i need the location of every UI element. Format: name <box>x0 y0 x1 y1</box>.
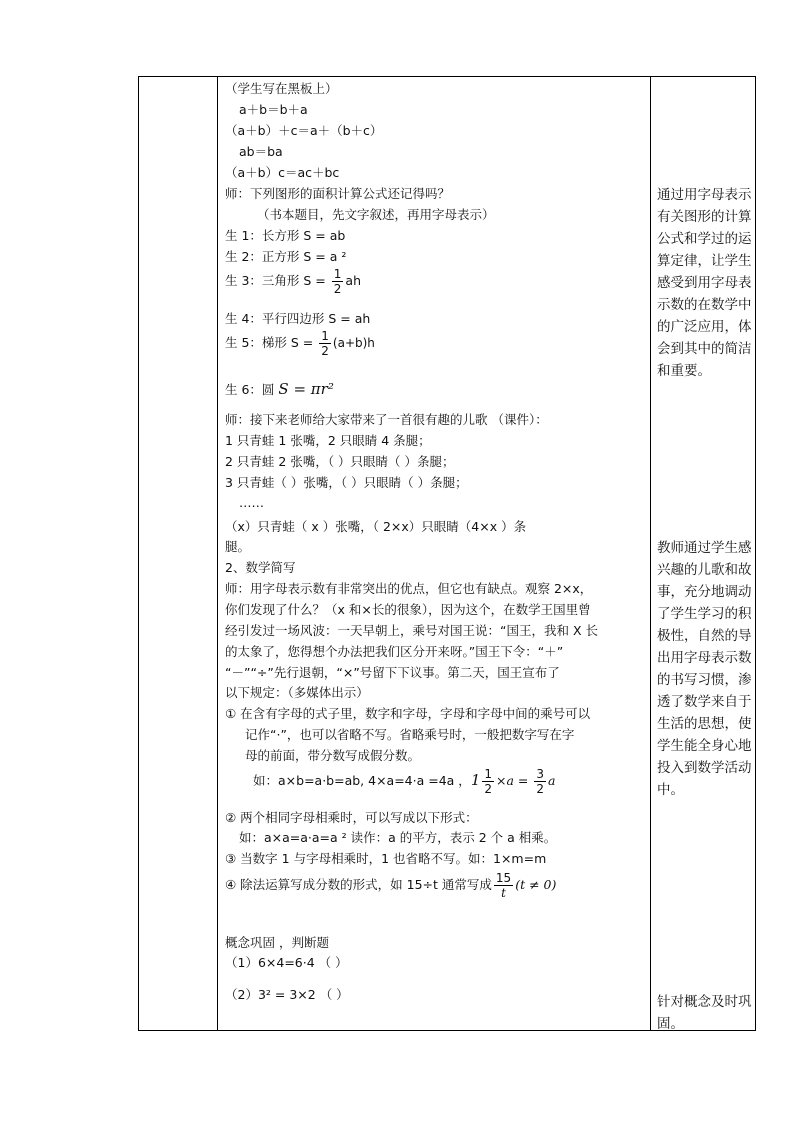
lesson-table <box>138 76 756 1031</box>
rule-1: 母的前面，带分数写成假分数。 <box>245 748 421 763</box>
formula-line: （a＋b）＋c＝a＋（b＋c） <box>225 123 383 138</box>
text-line: “－”“÷”先行退朝，“×”号留下下议事。第二天，国王宣布了 <box>225 665 560 680</box>
rule-2: ② 两个相同字母相乘时，可以写成以下形式： <box>225 810 478 825</box>
text: ×a = <box>496 773 533 788</box>
text: ah <box>345 273 361 288</box>
fraction-den: 2 <box>484 782 492 796</box>
text-line: 你们发现了什么？（x 和×长的很象），因为这个，在数学王国里曾 <box>225 602 591 617</box>
text: ④ 除法运算写成分数的形式，如 15÷t 通常写成 <box>225 877 492 892</box>
intent-note: 通过用字母表示有关图形的计算公式和学过的运算定律，让学生感受到用字母表示数的在数学中的广泛应用，体会到其中的简洁和重要。 <box>657 187 752 379</box>
text: 生 6：圆 <box>225 382 279 397</box>
fraction-den: t <box>501 886 506 900</box>
intent-note: 针对概念及时巩固。 <box>657 994 752 1032</box>
fraction-num: 3 <box>536 767 544 781</box>
rule-2-example: 如：a×a=a·a=a ² 读作：a 的平方，表示 2 个 a 相乘。 <box>239 830 557 845</box>
exercise-heading: 概念巩固 ，判断题 <box>225 935 329 950</box>
fraction <box>534 767 546 796</box>
text: 生 3：三角形 S = <box>225 273 330 288</box>
formula-line: a＋b＝b＋a <box>239 102 308 117</box>
circle-formula <box>225 380 334 399</box>
text-line: 生 1：长方形 S = ab <box>225 228 346 243</box>
exercise-item: （2）3² = 3×2 （ ） <box>225 987 349 1002</box>
triangle-formula <box>225 267 361 296</box>
text-line: 经引发过一场风波：一天早朝上，乘号对国王说：“国王，我和 X 长 <box>225 623 598 638</box>
text-line: 生 2：正方形 S = a ² <box>225 249 347 264</box>
rule-1: ① 在含有字母的式子里，数字和字母，字母和字母中间的乘号可以 <box>225 706 591 721</box>
rule-3: ③ 当数字 1 与字母相乘时，1 也省略不写。如：1×m=m <box>225 851 547 866</box>
fraction-num: 1 <box>333 267 342 281</box>
fraction-den: 2 <box>321 344 329 358</box>
fraction-den: 2 <box>333 282 342 296</box>
trapezoid-formula <box>225 329 375 358</box>
text: 如：a×b=a·b=ab, 4×a=4·a =4a ， <box>253 773 471 788</box>
text-line: 师：用字母表示数有非常突出的优点，但它也有缺点。观察 2×x， <box>225 581 593 596</box>
text-line: 2 只青蛙 2 张嘴，（ ）只眼睛（ ）条腿； <box>225 454 455 469</box>
fraction-num: 15 <box>495 871 512 885</box>
text-line: 以下规定：（多媒体出示） <box>225 685 369 700</box>
text: a <box>548 773 556 788</box>
fraction <box>494 871 513 900</box>
text-line: （x）只青蛙（ x ）张嘴，（ 2×x）只眼睛（4×x ）条 <box>225 519 527 534</box>
rule-1-example <box>253 767 555 796</box>
fraction-den: 2 <box>536 782 544 796</box>
text-line: 的太象了，您得想个办法把我们区分开来呀。”国王下令：“＋” <box>225 644 564 659</box>
rule-4 <box>225 871 556 900</box>
mixed-whole: 1 <box>470 771 481 789</box>
fraction <box>319 329 331 358</box>
text: (a+b)h <box>332 336 375 350</box>
text-line: 1 只青蛙 1 张嘴，2 只眼睛 4 条腿； <box>225 433 431 448</box>
formula-line: ab＝ba <box>239 144 283 159</box>
text-line: （学生写在黑板上） <box>225 81 338 96</box>
text-line: …… <box>239 495 264 510</box>
intent-note: 教师通过学生感兴趣的儿歌和故事，充分地调动了学生学习的积极性，自然的导出用字母表示数的书写习惯，渗透了数学来自于生活的思想，使学生能全身心地投入到数学活动中。 <box>657 540 752 798</box>
column-divider-right <box>650 77 651 1030</box>
fraction <box>482 767 494 796</box>
fraction-num: 1 <box>321 329 329 343</box>
fraction-num: 1 <box>484 767 492 781</box>
text: 生 5：梯形 S = <box>225 335 318 350</box>
section-heading: 2、数学简写 <box>225 560 296 575</box>
text: (t ≠ 0) <box>515 877 557 892</box>
text-line: 师：接下来老师给大家带来了一首很有趣的儿歌 （课件）： <box>225 412 548 427</box>
math-formula: S = πr² <box>278 380 334 398</box>
column-divider-left <box>217 77 218 1030</box>
exercise-item: （1）6×4=6·4 （ ） <box>225 955 348 970</box>
text-line: 3 只青蛙（ ）张嘴，（ ）只眼睛（ ）条腿； <box>225 475 468 490</box>
text-line: 师：下列图形的面积计算公式还记得吗？ <box>225 186 451 201</box>
text-line: 生 4：平行四边形 S = ah <box>225 311 371 326</box>
text-line: （书本题目，先文字叙述，再用字母表示） <box>257 207 495 222</box>
fraction <box>332 267 344 296</box>
text-line: 腿。 <box>225 539 251 554</box>
formula-line: （a＋b）c＝ac＋bc <box>225 165 340 180</box>
rule-1: 记作“·”，也可以省略不写。省略乘号时，一般把数字写在字 <box>245 727 575 742</box>
